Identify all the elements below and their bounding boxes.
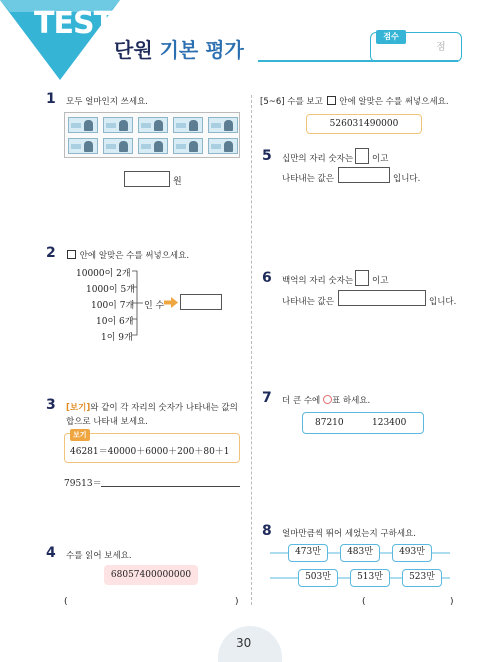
unit-label: 원 [173,177,182,187]
question-number: 8 [262,523,272,539]
problem-expression: 79513＝ [64,479,102,489]
example-label: 보기 [70,429,90,441]
bill-10000-icon [138,138,168,154]
question-text: 모두 얼마인지 쓰세요. [66,97,149,107]
answer-field[interactable] [72,594,232,610]
bill-10000-icon [68,138,98,154]
compare-card [302,412,424,434]
question-number: 3 [46,397,56,413]
page-title: 단원 기본 평가 [114,38,244,62]
bracket [130,268,144,340]
chain-number: 523만 [402,569,442,587]
score-label: 점수 [376,30,406,44]
chain-number: 483만 [340,544,380,562]
place-value-row: 10000이 2개 [76,269,131,279]
question-number: 5 [262,148,272,164]
question-text: 입니다. [393,174,421,184]
bill-10000-icon [208,117,238,133]
number-option[interactable]: 123400 [372,418,407,428]
question-text-cont: 합으로 나타내 보세요. [66,417,149,427]
place-value-row: 1이 9개 [101,333,133,343]
paren-close: ) [450,597,454,607]
answer-field[interactable] [370,594,446,610]
example-tag: 보기 [69,403,87,413]
arrow-right-icon [164,297,178,308]
question-text: 십만의 자리 숫자는 [282,154,354,164]
column-divider [251,95,252,605]
value-blank[interactable] [338,167,390,183]
section-header: [5~6] 수를 보고 안에 알맞은 수를 써넣으세요. [260,97,449,107]
number-card: 526031490000 [306,114,422,134]
question-text: 안에 알맞은 수를 써넣으세요. [66,249,189,261]
question-text: 수를 읽어 보세요. [66,551,132,561]
bill-10000-icon [173,117,203,133]
question-text: 나타내는 값은 [282,297,334,307]
bill-10000-icon [138,117,168,133]
blank-box-icon [67,250,76,259]
chain-number: 513만 [350,569,390,587]
chain-number: 493만 [392,544,432,562]
place-value-row: 10이 6개 [96,317,134,327]
question-number: 6 [262,270,272,286]
result-label: 인 수 [144,301,165,311]
question-text: [보기]와 같이 각 자리의 숫자가 나타내는 값의 [66,403,238,413]
bill-10000-icon [103,117,133,133]
blank-box-icon [327,96,336,105]
bill-10000-icon [68,117,98,133]
question-number: 2 [46,245,56,261]
answer-line[interactable] [101,486,240,487]
question-text: 나타내는 값은 [282,174,334,184]
digit-blank[interactable] [355,270,369,286]
question-text: 입니다. [429,297,457,307]
test-badge: TEST [34,6,114,41]
chain-number: 503만 [298,569,338,587]
paren-close: ) [235,597,239,607]
question-text: 이고 [372,154,389,164]
place-value-row: 1000이 5개 [86,285,135,295]
paren-open: ( [362,597,366,607]
question-number: 4 [46,545,56,561]
chain-number: 473만 [288,544,328,562]
question-text: 더 큰 수에 표 하세요. [282,396,371,406]
bill-10000-icon [208,138,238,154]
answer-blank[interactable] [180,294,222,310]
question-number: 7 [262,390,272,406]
paren-open: ( [64,597,68,607]
money-image [64,112,240,158]
place-value-row: 100이 7개 [91,301,135,311]
bill-10000-icon [103,138,133,154]
circle-icon [323,395,332,404]
page-number: 30 [236,636,252,650]
digit-blank[interactable] [355,148,369,164]
question-number: 1 [46,91,56,107]
question-text: 백억의 자리 숫자는 [282,276,354,286]
value-blank[interactable] [338,290,426,306]
number-card: 68057400000000 [104,565,198,585]
number-option[interactable]: 87210 [315,418,344,428]
question-text: 이고 [372,276,389,286]
bill-10000-icon [173,138,203,154]
score-unit: 점 [436,42,446,53]
question-text: 얼마만큼씩 뛰어 세었는지 구하세요. [282,529,416,539]
answer-blank[interactable] [124,171,170,187]
example-expression: 46281＝40000＋6000＋200＋80＋1 [70,447,230,457]
